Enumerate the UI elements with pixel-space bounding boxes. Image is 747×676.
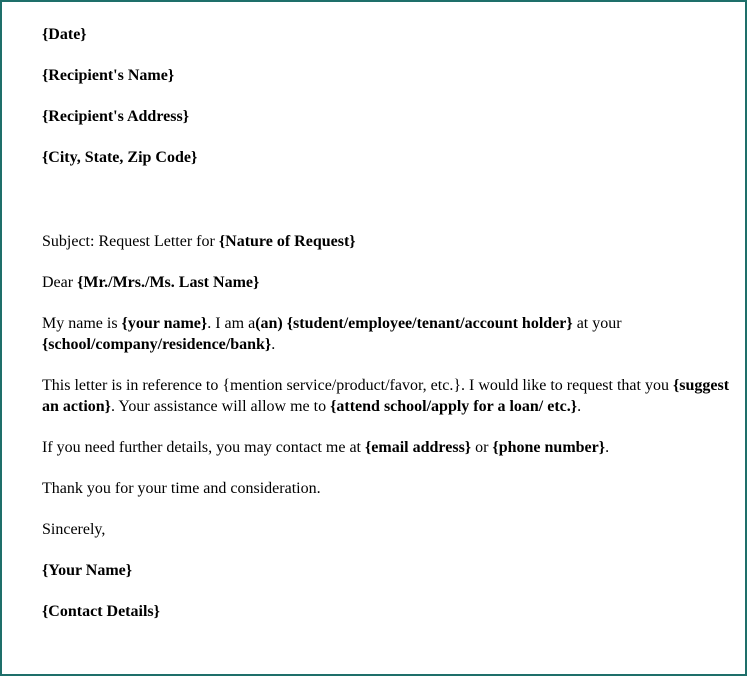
recipient-address-field: {Recipient's Address}: [42, 108, 189, 125]
signature-name: {Your Name}: [42, 562, 133, 579]
contact-paragraph: If you need further details, you may contact me at {email address} or {phone number}.: [42, 439, 610, 456]
signature-details: {Contact Details}: [42, 603, 160, 620]
subject-line: Subject: Request Letter for {Nature of Request}: [42, 233, 356, 250]
recipient-name-field: {Recipient's Name}: [42, 67, 175, 84]
closing: Sincerely,: [42, 521, 106, 538]
thanks-paragraph: Thank you for your time and consideration.: [42, 480, 321, 497]
city-state-zip-field: {City, State, Zip Code}: [42, 149, 198, 166]
reference-paragraph: This letter is in reference to {mention service/product/favor, etc.}. I would like to request that you {suggest an action}. Your assistance will allow me to {attend school/apply for a loan/ etc.}.: [42, 377, 730, 415]
letter-body: [42, 24, 732, 642]
date-field: {Date}: [42, 26, 87, 43]
salutation: Dear {Mr./Mrs./Ms. Last Name}: [42, 274, 260, 291]
spacer: [42, 188, 732, 231]
intro-paragraph: My name is {your name}. I am a(an) {student/employee/tenant/account holder} at your {school/company/residence/bank}.: [42, 315, 622, 353]
